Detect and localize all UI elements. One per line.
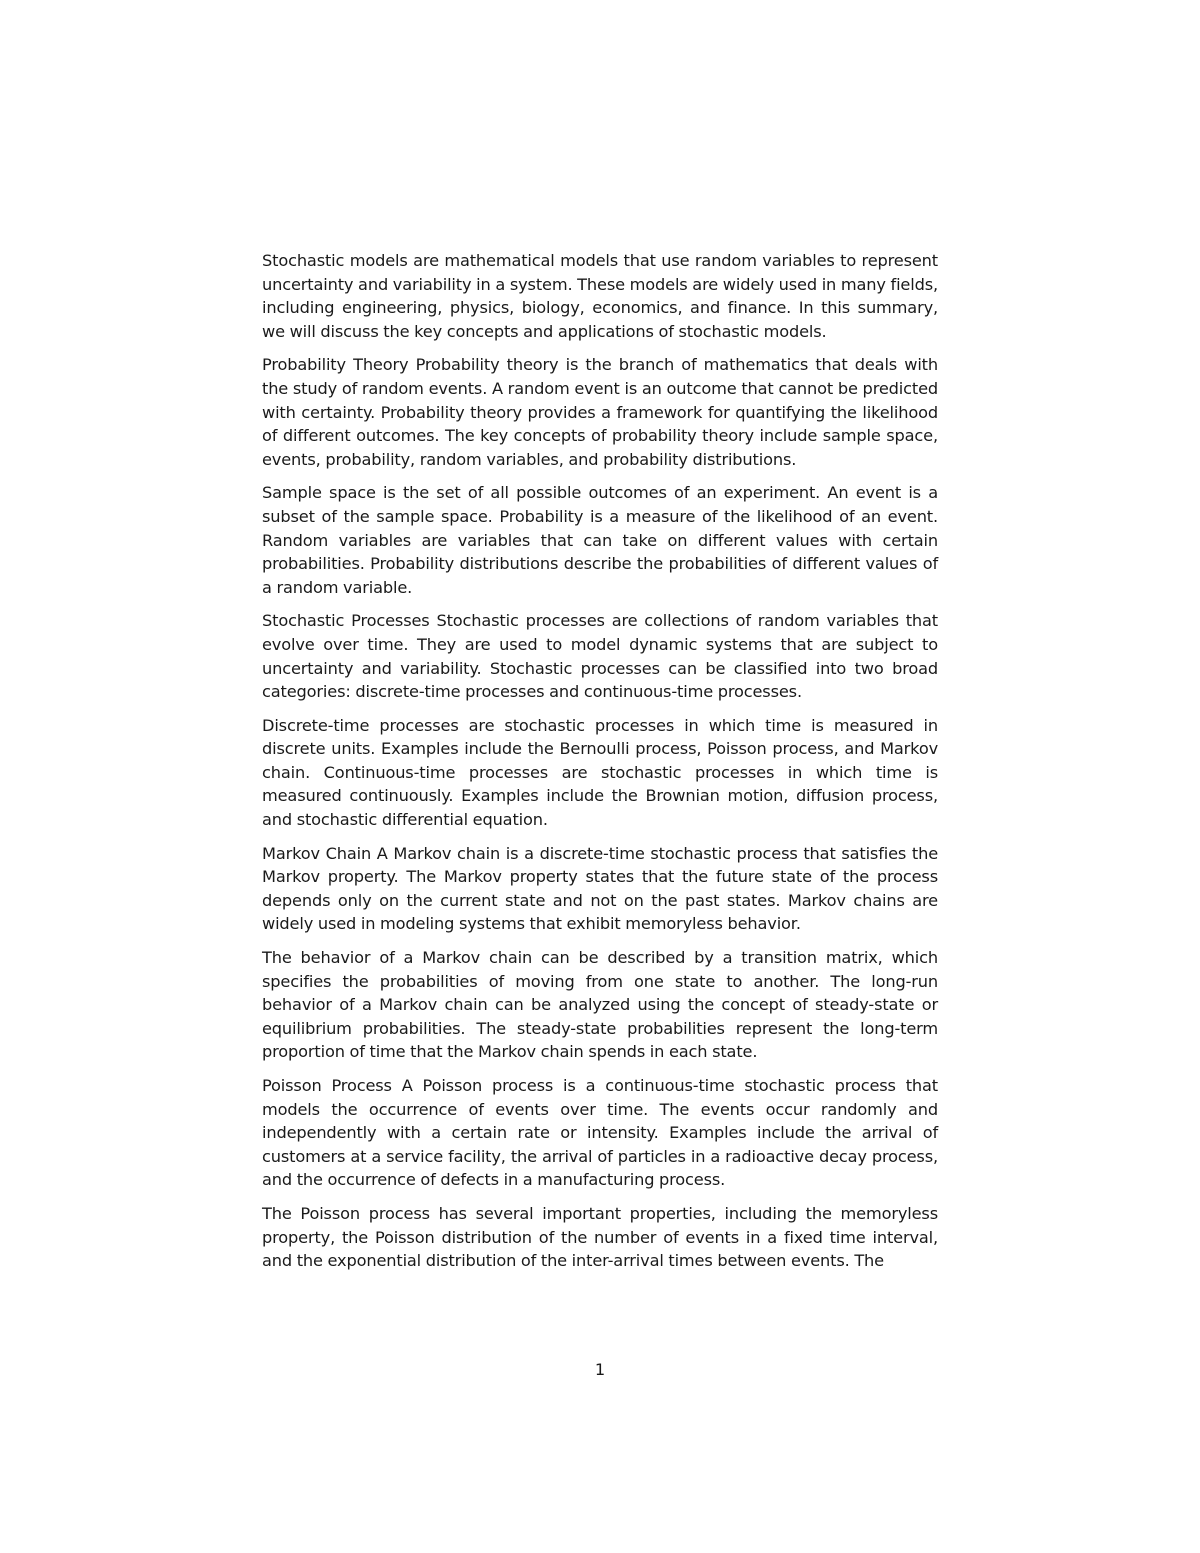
paragraph-markov-chain: Markov Chain A Markov chain is a discrete-time stochastic process that satisfies the Markov property. The Markov property states that the future state of the process depends only on the current state and not on the past states. Markov chains are widely used in modeling systems that exhibit memoryless behavior.: [262, 843, 938, 934]
body-text: [262, 249, 938, 1283]
paragraph-sample-space: Sample space is the set of all possible outcomes of an experiment. An event is a subset of the sample space. Probability is a measure of the likelihood of an event. Random variables are variables that can take on different values with certain probabilities. Probability distributions describe the probabilities of different values of a random variable.: [262, 483, 938, 597]
page-number: 1: [594, 1360, 606, 1379]
paragraph-poisson-properties: The Poisson process has several important properties, including the memoryless property, the Poisson distribution of the number of events in a fixed time interval, and the exponential distribution of the inter-arrival times between events. The: [262, 1203, 938, 1271]
paragraph-intro: Stochastic models are mathematical models that use random variables to represent uncertainty and variability in a system. These models are widely used in many fields, including engineering, physics, biology, economics, and finance. In this summary, we will discuss the key concepts and applications of stochastic models.: [262, 251, 938, 341]
paragraph-probability-theory: Probability Theory Probability theory is the branch of mathematics that deals with the study of random events. A random event is an outcome that cannot be predicted with certainty. Probability theory provides a framework for quantifying the likelihood of different outcomes. The key concepts of probability theory include sample space, events, probability, random variables, and probability distributions.: [262, 355, 938, 469]
paragraph-markov-behavior: The behavior of a Markov chain can be described by a transition matrix, which specifies the probabilities of moving from one state to another. The long-run behavior of a Markov chain can be analyzed using the concept of steady-state or equilibrium probabilities. The steady-state probabilities represent the long-term proportion of time that the Markov chain spends in each state.: [262, 948, 938, 1062]
paragraph-stochastic-processes: Stochastic Processes Stochastic processes are collections of random variables that evolve over time. They are used to model dynamic systems that are subject to uncertainty and variability. Stochastic processes can be classified into two broad categories: discrete-time processes and continuous-time processes.: [262, 611, 938, 702]
paragraph-poisson-process: Poisson Process A Poisson process is a continuous-time stochastic process that models the occurrence of events over time. The events occur randomly and independently with a certain rate or intensity. Examples include the arrival of customers at a service facility, the arrival of particles in a radioactive decay process, and the occurrence of defects in a manufacturing process.: [262, 1076, 938, 1190]
paragraph-discrete-time: Discrete-time processes are stochastic processes in which time is measured in discrete units. Examples include the Bernoulli process, Poisson process, and Markov chain. Continuous-time processes are stochastic processes in which time is measured continuously. Examples include the Brownian motion, diffusion process, and stochastic differential equation.: [262, 715, 938, 830]
